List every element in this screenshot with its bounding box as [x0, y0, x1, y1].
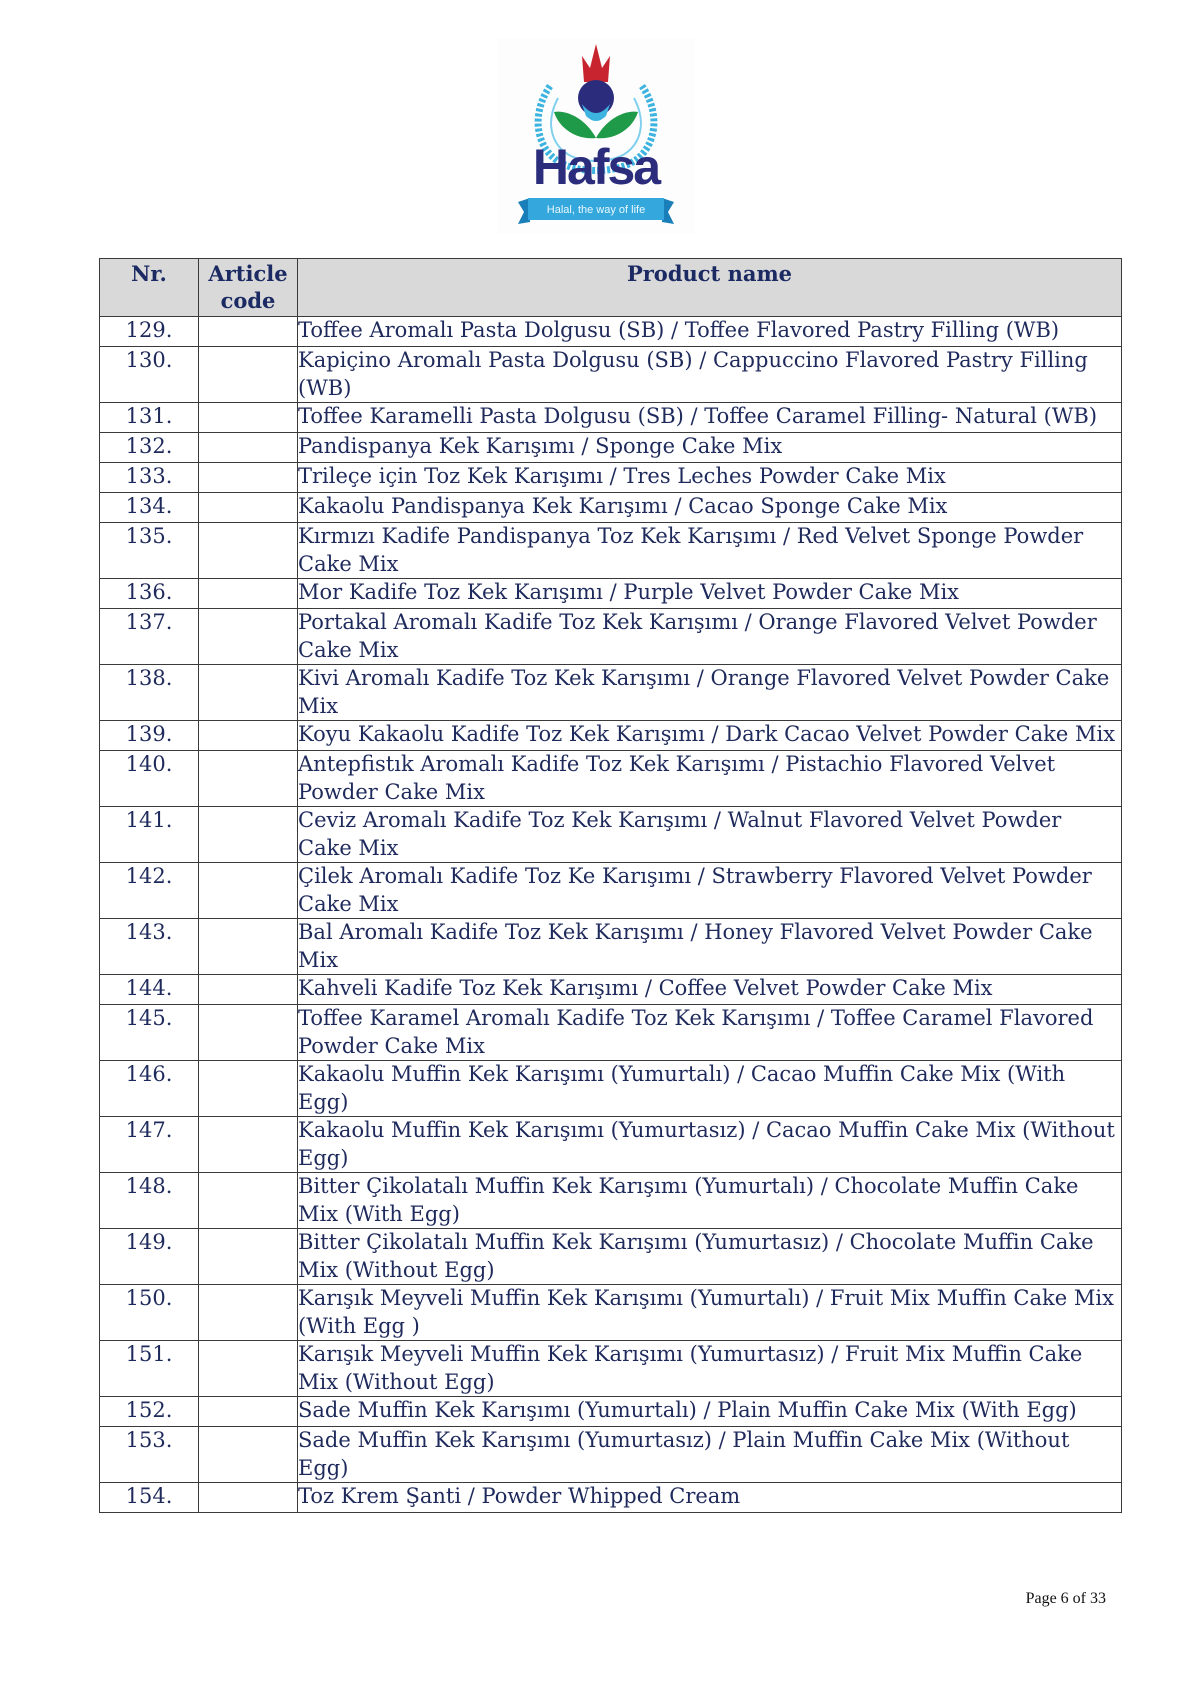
row-article-code — [199, 665, 298, 721]
row-article-code — [199, 1397, 298, 1427]
row-product-name: Bitter Çikolatalı Muffin Kek Karışımı (Yumurtalı) / Chocolate Muffin Cake Mix (With Egg) — [298, 1173, 1122, 1229]
row-product-name: Sade Muffin Kek Karışımı (Yumurtasız) / Plain Muffin Cake Mix (Without Egg) — [298, 1427, 1122, 1483]
row-number: 140. — [100, 751, 199, 807]
table-row — [100, 975, 1122, 1005]
product-table — [99, 258, 1122, 1513]
row-product-name: Kırmızı Kadife Pandispanya Toz Kek Karışımı / Red Velvet Sponge Powder Cake Mix — [298, 523, 1122, 579]
table-row — [100, 1483, 1122, 1513]
table-row — [100, 523, 1122, 579]
row-product-name: Pandispanya Kek Karışımı / Sponge Cake Mix — [298, 433, 1122, 463]
row-number: 149. — [100, 1229, 199, 1285]
table-row — [100, 347, 1122, 403]
row-article-code — [199, 523, 298, 579]
row-product-name: Toffee Karamelli Pasta Dolgusu (SB) / Toffee Caramel Filling- Natural (WB) — [298, 403, 1122, 433]
row-number: 154. — [100, 1483, 199, 1513]
row-number: 148. — [100, 1173, 199, 1229]
row-article-code — [199, 493, 298, 523]
row-number: 144. — [100, 975, 199, 1005]
row-article-code — [199, 347, 298, 403]
table-row — [100, 665, 1122, 721]
row-number: 152. — [100, 1397, 199, 1427]
table-row — [100, 1285, 1122, 1341]
row-number: 139. — [100, 721, 199, 751]
table-row — [100, 609, 1122, 665]
table-row — [100, 919, 1122, 975]
table-row — [100, 863, 1122, 919]
row-product-name: Toffee Karamel Aromalı Kadife Toz Kek Karışımı / Toffee Caramel Flavored Powder Cake Mix — [298, 1005, 1122, 1061]
row-article-code — [199, 919, 298, 975]
table-row — [100, 751, 1122, 807]
row-article-code — [199, 1229, 298, 1285]
row-article-code — [199, 1483, 298, 1513]
row-product-name: Toffee Aromalı Pasta Dolgusu (SB) / Toffee Flavored Pastry Filling (WB) — [298, 317, 1122, 347]
table-row — [100, 1397, 1122, 1427]
row-article-code — [199, 751, 298, 807]
page-number: Page 6 of 33 — [1025, 1590, 1106, 1607]
table-row — [100, 1117, 1122, 1173]
row-article-code — [199, 433, 298, 463]
table-row — [100, 1229, 1122, 1285]
table-row — [100, 721, 1122, 751]
table-body — [100, 317, 1122, 1513]
row-article-code — [199, 317, 298, 347]
brand-name: Hafsa — [532, 139, 660, 195]
table-row — [100, 1005, 1122, 1061]
row-article-code — [199, 1285, 298, 1341]
row-article-code — [199, 1427, 298, 1483]
row-number: 142. — [100, 863, 199, 919]
table-row — [100, 403, 1122, 433]
header-article-code: Article code — [199, 259, 298, 317]
row-product-name: Karışık Meyveli Muffin Kek Karışımı (Yumurtalı) / Fruit Mix Muffin Cake Mix (With Egg ) — [298, 1285, 1122, 1341]
row-number: 137. — [100, 609, 199, 665]
row-article-code — [199, 721, 298, 751]
row-number: 136. — [100, 579, 199, 609]
row-number: 150. — [100, 1285, 199, 1341]
row-number: 133. — [100, 463, 199, 493]
row-number: 134. — [100, 493, 199, 523]
table-row — [100, 463, 1122, 493]
row-article-code — [199, 463, 298, 493]
row-product-name: Kakaolu Pandispanya Kek Karışımı / Cacao Sponge Cake Mix — [298, 493, 1122, 523]
table-row — [100, 579, 1122, 609]
row-number: 153. — [100, 1427, 199, 1483]
table-row — [100, 807, 1122, 863]
table-row — [100, 317, 1122, 347]
hafsa-logo — [498, 38, 694, 234]
row-article-code — [199, 1341, 298, 1397]
row-product-name: Kahveli Kadife Toz Kek Karışımı / Coffee Velvet Powder Cake Mix — [298, 975, 1122, 1005]
row-article-code — [199, 1005, 298, 1061]
row-product-name: Kakaolu Muffin Kek Karışımı (Yumurtasız) / Cacao Muffin Cake Mix (Without Egg) — [298, 1117, 1122, 1173]
row-article-code — [199, 1061, 298, 1117]
row-number: 151. — [100, 1341, 199, 1397]
table-row — [100, 1427, 1122, 1483]
row-number: 131. — [100, 403, 199, 433]
row-product-name: Bal Aromalı Kadife Toz Kek Karışımı / Honey Flavored Velvet Powder Cake Mix — [298, 919, 1122, 975]
row-number: 132. — [100, 433, 199, 463]
table-row — [100, 493, 1122, 523]
row-product-name: Trileçe için Toz Kek Karışımı / Tres Leches Powder Cake Mix — [298, 463, 1122, 493]
header-nr: Nr. — [100, 259, 199, 317]
row-number: 130. — [100, 347, 199, 403]
row-article-code — [199, 1173, 298, 1229]
row-product-name: Kivi Aromalı Kadife Toz Kek Karışımı / Orange Flavored Velvet Powder Cake Mix — [298, 665, 1122, 721]
row-product-name: Koyu Kakaolu Kadife Toz Kek Karışımı / Dark Cacao Velvet Powder Cake Mix — [298, 721, 1122, 751]
row-number: 129. — [100, 317, 199, 347]
header-product-name: Product name — [298, 259, 1122, 317]
row-number: 147. — [100, 1117, 199, 1173]
row-article-code — [199, 807, 298, 863]
row-number: 143. — [100, 919, 199, 975]
row-product-name: Karışık Meyveli Muffin Kek Karışımı (Yumurtasız) / Fruit Mix Muffin Cake Mix (Without Egg) — [298, 1341, 1122, 1397]
row-article-code — [199, 403, 298, 433]
row-number: 145. — [100, 1005, 199, 1061]
row-article-code — [199, 975, 298, 1005]
row-product-name: Toz Krem Şanti / Powder Whipped Cream — [298, 1483, 1122, 1513]
row-product-name: Kakaolu Muffin Kek Karışımı (Yumurtalı) / Cacao Muffin Cake Mix (With Egg) — [298, 1061, 1122, 1117]
row-number: 138. — [100, 665, 199, 721]
row-product-name: Portakal Aromalı Kadife Toz Kek Karışımı / Orange Flavored Velvet Powder Cake Mix — [298, 609, 1122, 665]
row-number: 141. — [100, 807, 199, 863]
row-number: 135. — [100, 523, 199, 579]
table-row — [100, 433, 1122, 463]
table-row — [100, 1173, 1122, 1229]
row-article-code — [199, 863, 298, 919]
row-product-name: Kapiçino Aromalı Pasta Dolgusu (SB) / Cappuccino Flavored Pastry Filling (WB) — [298, 347, 1122, 403]
row-article-code — [199, 579, 298, 609]
row-product-name: Sade Muffin Kek Karışımı (Yumurtalı) / Plain Muffin Cake Mix (With Egg) — [298, 1397, 1122, 1427]
row-product-name: Bitter Çikolatalı Muffin Kek Karışımı (Yumurtasız) / Chocolate Muffin Cake Mix (Without Egg) — [298, 1229, 1122, 1285]
row-product-name: Antepfistık Aromalı Kadife Toz Kek Karışımı / Pistachio Flavored Velvet Powder Cake Mix — [298, 751, 1122, 807]
table-header-row — [100, 259, 1122, 317]
row-product-name: Ceviz Aromalı Kadife Toz Kek Karışımı / Walnut Flavored Velvet Powder Cake Mix — [298, 807, 1122, 863]
brand-tagline: Halal, the way of life — [546, 204, 646, 216]
row-number: 146. — [100, 1061, 199, 1117]
row-article-code — [199, 1117, 298, 1173]
row-product-name: Mor Kadife Toz Kek Karışımı / Purple Velvet Powder Cake Mix — [298, 579, 1122, 609]
table-row — [100, 1341, 1122, 1397]
row-article-code — [199, 609, 298, 665]
table-row — [100, 1061, 1122, 1117]
row-product-name: Çilek Aromalı Kadife Toz Ke Karışımı / Strawberry Flavored Velvet Powder Cake Mix — [298, 863, 1122, 919]
